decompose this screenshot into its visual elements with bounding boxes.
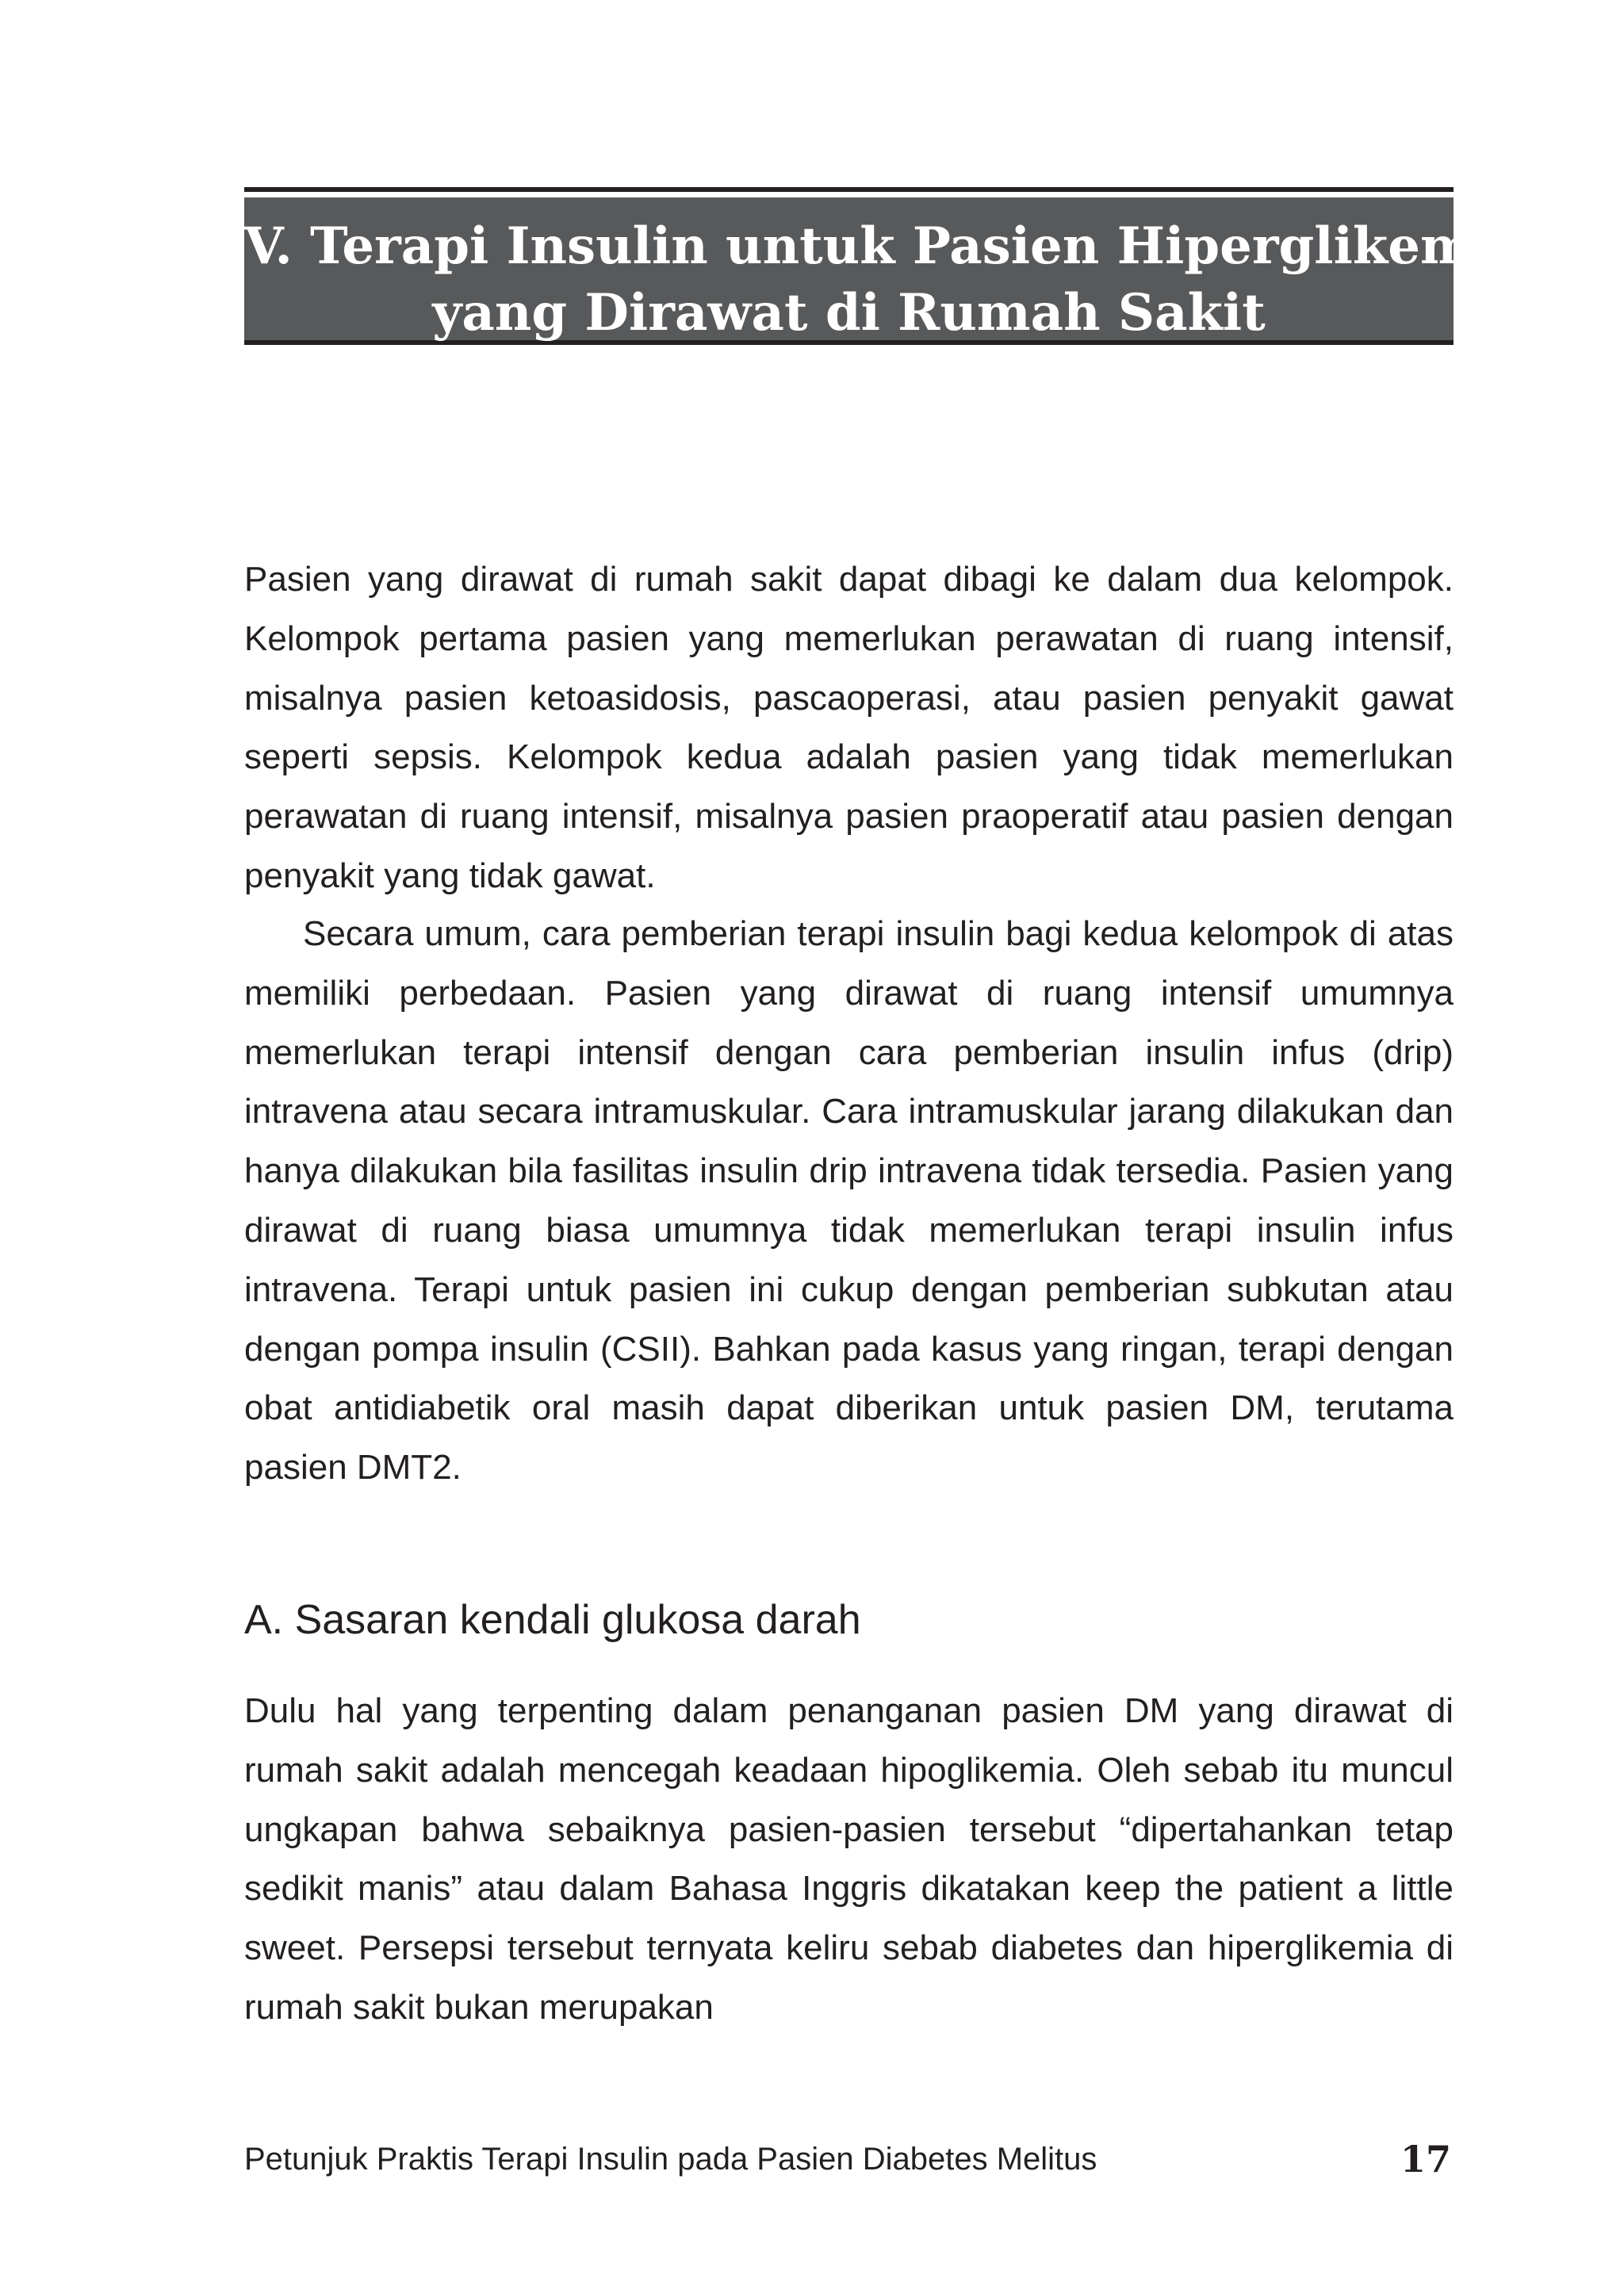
section-a-paragraph-1: Dulu hal yang terpenting dalam penanganan pasien DM yang dirawat di rumah sakit adalah mencegah keadaan hipoglikemia. Oleh sebab itu muncul ungkapan bahwa sebaiknya pasien-pasien tersebut “dipertahankan tetap sedikit manis” atau dalam Bahasa Inggris dikatakan keep the patient a little sweet. Persepsi tersebut ternyata keliru sebab diabetes dan hiperglikemia di rumah sakit bukan merupakan <box>244 1691 1454 2027</box>
header-rule-gap <box>244 192 1454 197</box>
footer-book-title: Petunjuk Praktis Terapi Insulin pada Pasien Diabetes Melitus <box>244 2142 1097 2177</box>
chapter-title-line-2: yang Dirawat di Rumah Sakit <box>432 283 1266 343</box>
intro-paragraph-2: Secara umum, cara pemberian terapi insulin bagi kedua kelompok di atas memiliki perbedaan. Pasien yang dirawat di ruang intensif umumnya memerlukan terapi intensif dengan cara pemberian insulin infus (drip) intravena atau secara intramuskular. Cara intramuskular jarang dilakukan dan hanya dilakukan bila fasilitas insulin drip intravena tidak tersedia. Pasien yang dirawat di ruang biasa umumnya tidak memerlukan terapi insulin infus intravena. Terapi untuk pasien ini cukup dengan pemberian subkutan atau dengan pompa insulin (CSII). Bahkan pada kasus yang ringan, terapi dengan obat antidiabetik oral masih dapat diberikan untuk pasien DM, terutama pasien DMT2. <box>244 914 1454 1488</box>
chapter-title <box>244 197 1526 343</box>
chapter-header <box>244 187 1526 345</box>
intro-paragraph-1: Pasien yang dirawat di rumah sakit dapat dibagi ke dalam dua kelompok. Kelompok pertama pasien yang memerlukan perawatan di ruang intensif, misalnya pasien ketoasidosis, pascaoperasi, atau pasien penyakit gawat seperti sepsis. Kelompok kedua adalah pasien yang tidak memerlukan perawatan di ruang intensif, misalnya pasien praoperatif atau pasien dengan penyakit yang tidak gawat. <box>244 560 1454 895</box>
chapter-title-line-1: V. Terapi Insulin untuk Pasien Hiperglikemia <box>244 216 1526 276</box>
page-number: 17 <box>1400 2138 1451 2181</box>
section-heading-a: A. Sasaran kendali glukosa darah <box>244 1597 861 1643</box>
